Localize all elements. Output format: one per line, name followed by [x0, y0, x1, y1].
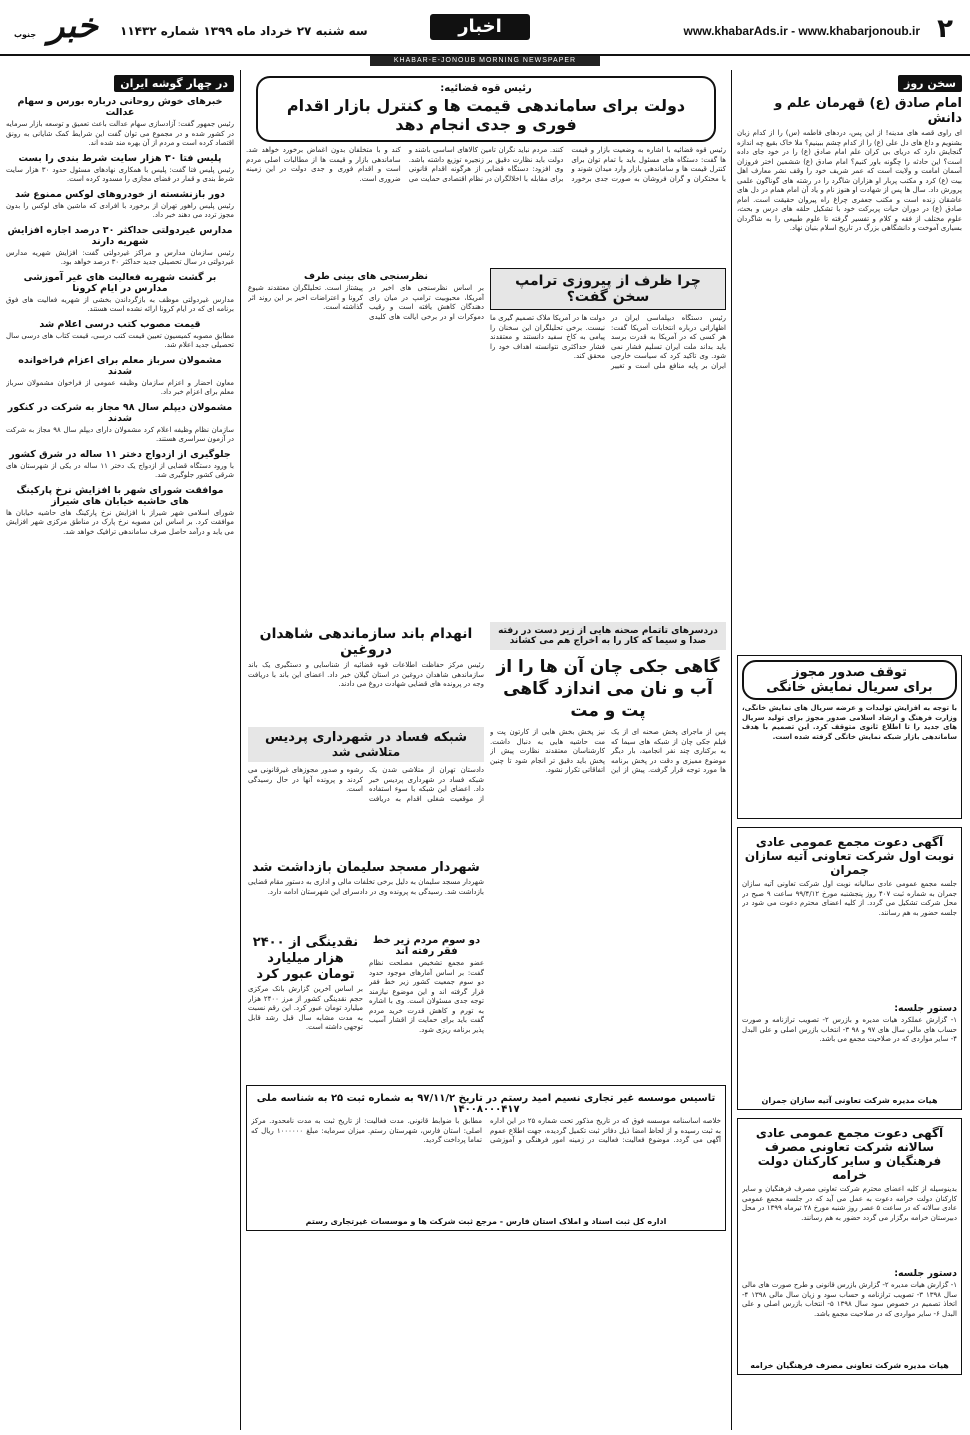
liquidity-body: بر اساس آخرین گزارش بانک مرکزی حجم نقدینگی کشور از مرز ۲۴۰۰ هزار میلیارد تومان عبور کرد. این رقم نسبت به مدت مشابه سال قبل رشد قابل توجهی داشته است.	[248, 985, 363, 1031]
news-item	[6, 355, 234, 398]
news-item	[6, 402, 234, 445]
economy-news	[248, 932, 484, 1079]
trump-title: چرا ظرف از پیروزی ترامپ سخن گفت؟	[490, 268, 726, 310]
news-item	[6, 225, 234, 268]
news-item-body: سازمان نظام وظیفه اعلام کرد مشمولان دارای دیپلم سال ۹۸ مجاز به شرکت در آزمون سراسری هستند.	[6, 425, 234, 443]
serial-ban-body: با توجه به افزایش تولیدات و عرضه سریال های نمایش خانگی، وزارت فرهنگ و ارشاد اسلامی صدور مجوز برای تولید سریال های جدید را تا اطلاع ثانوی متوقف کرد. این تصمیم با هدف ساماندهی بازار شبکه نمایش خانگی گرفته شده است.	[742, 704, 957, 741]
news-item-title: مدارس غیردولتی حداکثر ۳۰ درصد اجازه افزایش شهریه دارند	[7, 224, 233, 247]
news-item-title: موافقت شورای شهر با افزایش نرخ پارکینگ های حاشیه خیابان های شیراز	[16, 484, 224, 507]
english-band: KHABAR-E-JONOUB MORNING NEWSPAPER	[370, 56, 600, 66]
poverty-body: عضو مجمع تشخیص مصلحت نظام گفت: بر اساس آمارهای موجود حدود دو سوم جمعیت کشور زیر خط فقر قرار گرفته اند و این موضوع نیازمند توجه جدی مسئولان است. وی با اشاره به تورم و کاهش قدرت خرید مردم گفت باید برای حمایت از اقشار آسیب پذیر برنامه ریزی شود.	[369, 959, 484, 1034]
ad-agenda-head: دستور جلسه:	[894, 1003, 957, 1014]
lead-kicker: رئیس قوه قضائیه:	[440, 83, 532, 94]
shahdan-body: رئیس مرکز حفاظت اطلاعات قوه قضائیه از شناسایی و دستگیری یک باند سازماندهی شاهدان دروغین در استان گیلان خبر داد. اعضای این باند با دریافت وجه در پرونده های قضایی شهادت دروغ می دادند.	[248, 661, 484, 688]
ad-body: جلسه مجمع عمومی عادی سالیانه نوبت اول شرکت تعاونی آتیه سازان جمران به شماره ثبت ۴۰۷ روز پنجشنبه مورخ ۹۹/۴/۱۲ ساعت ۹ صبح در محل شرکت تشکیل می گردد. از کلیه اعضای محترم دعوت می شود در جلسه حضور به هم رسانند.	[742, 880, 957, 917]
serial-ban-headline	[742, 660, 957, 700]
news-item-body: رئیس جمهور گفت: آزادسازی سهام عدالت باعث تعمیق و توسعه بازار سرمایه در کشور شده و در مجموع می توان گفت این شرایط کمک شایانی به رونق اقتصاد کرده است و مردم از آن بهره مند شده اند.	[6, 120, 234, 147]
soleiman-body: شهردار مسجد سلیمان به دلیل برخی تخلفات مالی و اداری به دستور مقام قضایی بازداشت شد. رسیدگی به پرونده وی در دادسرای این شهرستان ادامه دارد.	[248, 878, 484, 896]
serial-ban-subtitle: برای سریال نمایش خانگی	[766, 680, 933, 695]
ad-jamran-meeting	[737, 827, 962, 1110]
news-item-body: با ورود دستگاه قضایی از ازدواج یک دختر ۱۱ ساله در یکی از شهرستان های شرقی کشور جلوگیری شد.	[6, 461, 234, 479]
pardis-head: شبکه فساد در شهرداری پردیس	[265, 730, 467, 745]
court-news	[248, 622, 484, 1079]
ad-title: آگهی دعوت مجمع عمومی عادی سالانه شرکت تعاونی مصرف فرهنگیان و سایر کارکنان دولت خرامه	[755, 1126, 944, 1182]
ad-agenda: ۱- گزارش هیات مدیره ۲- گزارش بازرس قانونی و طرح صورت های مالی سال ۱۳۹۸ ۳- تصویب ترازنامه و حساب سود و زیان سال مالی ۱۳۹۸ ۴- اتخاذ تصمیم در خصوص سود سال ۱۳۹۸ ۵- انتخاب بازرس اصلی و علی البدل ۶- سایر مواردی که در صلاحیت مجمع باشد.	[742, 1281, 957, 1318]
pardis-headline	[248, 727, 484, 762]
news-item-body: مدارس غیردولتی موظف به بازگرداندن بخشی از شهریه فعالیت های فوق برنامه ای که در ایام کرونا ارائه نشده است هستند.	[6, 295, 234, 313]
registration-body: خلاصه اساسنامه موسسه فوق که در تاریخ مذکور تحت شماره ۲۵ در این اداره به ثبت رسیده و از لحاظ امضا ذیل دفاتر ثبت تکمیل گردیده، جهت اطلاع عموم آگهی می گردد. موضوع فعالیت: فعالیت در زمینه امور فرهنگی و آموزشی مطابق با ضوابط قانونی. مدت فعالیت: از تاریخ ثبت به مدت نامحدود. مرکز اصلی: استان فارس، شهرستان رستم. میزان سرمایه: مبلغ ۱۰۰۰۰۰۰ ریال که تماما پرداخت گردید.	[251, 1117, 721, 1144]
news-list	[6, 96, 234, 537]
ad-signature: هیات مدیره شرکت تعاونی مصرف فرهنگیان خرامه	[750, 1361, 949, 1370]
news-item	[6, 449, 234, 481]
logo-subtext: جنوب	[14, 30, 37, 39]
liquidity-title: نقدینگی از ۲۴۰۰ هزار میلیارد تومان عبور کرد	[252, 935, 359, 982]
registration-notice	[246, 1085, 726, 1231]
news-item-title: خبرهای خوش روحانی درباره بورس و سهام عدالت	[17, 96, 223, 118]
registration-footer: اداره کل ثبت اسناد و املاک استان فارس - مرجع ثبت شرکت ها و موسسات غیرتجاری رستم	[305, 1217, 667, 1226]
serial-ban-title: توقف صدور مجوز	[792, 665, 907, 680]
pardis-body: دادستان تهران از متلاشی شدن یک شبکه فساد در شهرداری پردیس خبر داد. اعضای این شبکه با سوء استفاده از موقعیت شغلی اقدام به دریافت رشوه و صدور مجوزهای غیرقانونی می کردند و پرونده آنها در حال رسیدگی است.	[248, 766, 484, 803]
news-item-title: قیمت مصوب کتب درسی اعلام شد	[39, 318, 201, 330]
trump-body: رئیس دستگاه دیپلماسی ایران در اظهاراتی درباره انتخابات آمریکا گفت: هر کسی که در آمریکا به قدرت برسد باید بداند ملت ایران تسلیم فشار نمی شود. وی تاکید کرد که سیاست خارجی ایران بر پایه منافع ملی است و تغییر دولت ها در آمریکا ملاک تصمیم گیری ما نیست. برخی تحلیلگران این سخنان را پیامی به کاخ سفید دانستند و معتقدند فشار حداکثری نتوانسته اهداف خود را محقق کند.	[490, 314, 726, 370]
liquidity-article	[248, 932, 363, 1079]
serial-ban-box	[737, 655, 962, 819]
chan-article	[490, 622, 726, 1079]
poll-head: نظرسنجی های بینی طرف	[303, 271, 429, 282]
soleiman-title: شهردار مسجد سلیمان بازداشت شد	[252, 860, 480, 875]
news-item	[6, 272, 234, 315]
website-links[interactable]: www.khabarAds.ir - www.khabarjonoub.ir	[683, 24, 920, 38]
masthead	[0, 0, 970, 56]
news-item	[6, 189, 234, 221]
news-item-body: رئیس پلیس راهور تهران از برخورد با افرادی که ماشین های لوکس را بدون مجوز تردد می دهند خبر داد.	[6, 201, 234, 219]
section-box-head: سخن روز	[898, 75, 962, 92]
quote-of-day	[737, 72, 962, 649]
news-item-title: بر گشت شهریه فعالیت های غیر آموزشی مدارس در ایام کرونا	[23, 271, 217, 294]
section-title: اخبار	[430, 14, 530, 40]
news-item-body: رئیس پلیس فتا گفت: پلیس با همکاری نهادهای مسئول حدود ۳۰ هزار سایت شرط بندی و قمار در فضای مجازی را مسدود کرده است.	[6, 165, 234, 183]
issue-date: سه شنبه ۲۷ خرداد ماه ۱۳۹۹ شماره ۱۱۴۳۲	[120, 24, 368, 38]
poll-body: بر اساس نظرسنجی های اخیر در آمریکا، محبوبیت ترامپ در میان رای دهندگان کاهش یافته است و رقیب دموکرات او در برخی ایالت های کلیدی پیشتاز است. تحلیلگران معتقدند شیوع کرونا و اعتراضات اخیر بر این روند اثر گذاشته است.	[248, 284, 484, 321]
ad-body: بدینوسیله از کلیه اعضای محترم شرکت تعاونی مصرف فرهنگیان و سایر کارکنان دولت خرامه دعوت به عمل می آید که در جلسه مجمع عمومی عادی سالانه که در ساعت ۵ عصر روز شنبه مورخ ۲۸ تیرماه ۱۳۹۹ در محل دبیرستان خرامه برگزار می گردد حضور به هم رسانند.	[742, 1185, 957, 1222]
lead-headline-box	[256, 76, 716, 142]
trump-section	[246, 268, 726, 618]
lead-headline: دولت برای ساماندهی قیمت ها و کنترل بازار اقدام فوری و جدی انجام دهد	[286, 96, 686, 134]
news-item-body: معاون احضار و اعزام سازمان وظیفه عمومی از فراخوان مشمولان سرباز معلم برای اعزام خبر داد.	[6, 378, 234, 396]
column-divider	[731, 70, 732, 1430]
right-column	[737, 72, 962, 1430]
chan-body: پس از ماجرای پخش صحنه ای از یک فیلم جکی چان از شبکه های سیما که به برکناری چند نفر انجامید، بار دیگر موضوع ممیزی و دقت در پخش برنامه ها مورد توجه قرار گرفت. پیش از این نیز پخش بخش هایی از کارتون پت و مت حاشیه هایی به دنبال داشت. کارشناسان معتقدند نظارت پیش از پخش باید دقیق تر انجام شود تا چنین اتفاقاتی تکرار نشود.	[490, 728, 726, 774]
news-item-body: مطابق مصوبه کمیسیون تعیین قیمت کتب درسی، قیمت کتاب های درسی سال تحصیلی جدید اعلام شد.	[6, 331, 234, 349]
newspaper-logo	[6, 6, 106, 46]
page-number: ۲	[937, 14, 953, 44]
news-item	[6, 153, 234, 185]
pardis-sub: متلاشی شد	[331, 745, 401, 759]
news-item-body: رئیس سازمان مدارس و مراکز غیردولتی گفت: افزایش شهریه مدارس غیردولتی در سال تحصیلی جدید حداکثر ۳۰ درصد خواهد بود.	[6, 248, 234, 266]
column-divider	[240, 70, 241, 1430]
news-item-title: مشمولان دیپلم سال ۹۸ مجاز به شرکت در کنکور شدند	[7, 401, 233, 424]
ad-signature: هیات مدیره شرکت تعاونی آتیه سازان جمران	[761, 1096, 938, 1105]
news-item	[6, 96, 234, 149]
news-item-title: جلوگیری از ازدواج دختر ۱۱ ساله در شرق کشور	[9, 448, 231, 460]
news-item-title: مشمولان سرباز معلم برای اعزام فراخوانده شدند	[18, 354, 222, 377]
ad-agenda-head: دستور جلسه:	[894, 1268, 957, 1279]
trump-article	[490, 268, 726, 618]
chan-kicker: دردسرهای تاتمام صحنه هایی از زیر دست در رفته صدا و سیما که کار را به اخراج هم می کشاند	[490, 622, 726, 650]
article-body: ای راوی قصه های مدینه! از این پس، دردهای فاطمه (س) را از کدام زبان بشنویم و داغ های دل علی (ع) را از کدام چشم ببینیم؟ ملا خاک بقیع چه اندازه گنجایش دارد که دریای بی کران علم امام صادق (ع) را در خود جای داده است؟ این حادثه را چگونه باور کنیم؟ امام صادق (ع) ششمین اختر فروزان آسمان امامت و ولایت است که عمر شریف خود را وقف نشر معارف اهل بیت (ع) کرد و مکتب پربار او هزاران شاگرد را در رشته های گوناگون علمی پرورش داد. سال ها پس از شهادت او هنوز نام و یاد آن امام همام در دل های عاشقان زنده است و مکتب جعفری چراغ راه پیروان حقیقت است. امام صادق (ع) در دوران حیات پربرکت خود با تشکیل حلقه های درس و بحث، علوم مختلف از فقه و کلام و تفسیر گرفته تا علوم طبیعی را به شاگردان بسیاری آموخت و دانشگاهی بزرگ در تاریخ اسلام بنیان نهاد.	[737, 129, 962, 232]
ad-title: آگهی دعوت مجمع عمومی عادی نوبت اول شرکت تعاونی آتیه سازان جمران	[744, 835, 955, 877]
news-item-title: دور بازنشسته از خودروهای لوکس ممنوع شد	[15, 188, 225, 200]
logo-text: خبر	[47, 6, 98, 46]
chan-title: گاهی جکی چان آن ها را از آب و نان می اندازد گاهی پت و مت	[496, 657, 720, 721]
news-item-title: پلیس فتا ۳۰ هزار سایت شرط بندی را بست	[18, 152, 222, 164]
center-column	[246, 72, 726, 1430]
lead-body: رئیس قوه قضائیه با اشاره به وضعیت بازار و قیمت ها گفت: دستگاه های مسئول باید با تمام توان برای کنترل قیمت ها و ساماندهی بازار وارد میدان شوند و با محتکران و گران فروشان به صورت جدی برخورد کنند. مردم نباید نگران تامین کالاهای اساسی باشند و دولت باید نظارت دقیق بر زنجیره توزیع داشته باشد. وی افزود: دستگاه قضایی از هرگونه اقدام قانونی برای مقابله با اخلالگران در نظام اقتصادی حمایت می کند و با متخلفان بدون اغماض برخورد خواهد شد. ساماندهی بازار و قیمت ها از مطالبات اصلی مردم است و اقدام فوری و جدی دولت در این زمینه ضروری است.	[246, 146, 726, 183]
article-title: امام صادق (ع) قهرمان علم و دانش	[774, 96, 962, 126]
middle-section	[246, 622, 726, 1079]
poverty-title: دو سوم مردم زیر خط فقر رفته اند	[372, 935, 481, 957]
news-item	[6, 485, 234, 538]
ad-kharameh-meeting	[737, 1118, 962, 1375]
poll-article	[248, 268, 484, 618]
ad-agenda: ۱- گزارش عملکرد هیات مدیره و بازرس ۲- تصویب ترازنامه و صورت حساب های مالی سال های ۹۷ و ۹۸ ۳- انتخاب بازرس اصلی و علی البدل ۴- سایر مواردی که در صلاحیت مجمع می باشد.	[742, 1016, 957, 1043]
shahdan-title: انهدام باند سازماندهی شاهدان دروغین	[259, 626, 473, 658]
news-item-body: شورای اسلامی شهر شیراز با افزایش نرخ پارکینگ های حاشیه خیابان ها موافقت کرد. بر اساس این مصوبه نرخ پارک در مناطق مرکزی شهر افزایش می یابد و درآمد حاصل صرف ساماندهی ترافیک خواهد شد.	[6, 508, 234, 536]
registration-title: تاسیس موسسه غیر تجاری نسیم امید رستم در تاریخ ۹۷/۱۱/۲ به شماره ثبت ۲۵ به شناسه ملی ۱۴۰۰۸۰۰۰۴۱۷	[256, 1093, 716, 1115]
left-column	[6, 72, 234, 1430]
news-item	[6, 319, 234, 351]
poverty-article	[369, 932, 484, 1079]
section-box-head: در چهار گوشه ایران	[114, 75, 234, 92]
